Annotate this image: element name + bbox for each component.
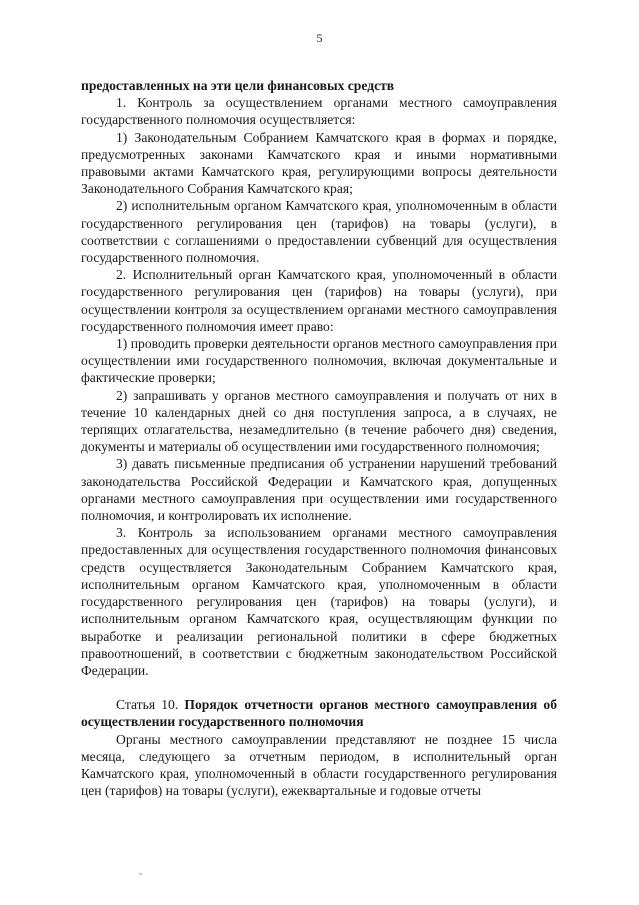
paragraph-control-2-2: 2) запрашивать у органов местного самоуправления и получать от них в течение 10 календарных дней со дня поступления запроса, а в случаях, не терпящих отлагательства, незамедлительно (в течение рабочего дня) сведения, документы и материалы об осуществлении ими государственного полномочия; [81, 387, 557, 455]
article-10-title: Порядок отчетности органов местного самоуправления об осуществлении государственного полномочия [81, 697, 558, 730]
paragraph-control-1-1: 1) Законодательным Собранием Камчатского края в формах и порядке, предусмотренных законами Камчатского края и иными нормативными правовыми актами Камчатского края, регулирующими вопросы деятельности Законодательного Собрания Камчатского края; [81, 129, 557, 197]
paragraph-control-3: 3. Контроль за использованием органами местного самоуправления предоставленных для осуществления государственного полномочия финансовых средств осуществляется Законодательным Собранием Камчатского края, исполнительным органом Камчатского края, уполномоченным в области государственного регулирования цен (тарифов) на товары (услуги), и исполнительным органом Камчатского края, осуществляющим функции по выработке и реализации региональной политики в сфере бюджетных правоотношений, в соответствии с бюджетным законодательством Российской Федерации. [81, 525, 557, 678]
article-10-label: Статья 10. [116, 697, 179, 713]
article-10-text: Органы местного самоуправлении представляют не позднее 15 числа месяца, следующего за отчетным периодом, в исполнительный орган Камчатского края, уполномоченный в области государственного регулирования цен (тарифов) на товары (услуги), ежеквартальные и годовые отчеты [81, 731, 557, 799]
article-10-heading [81, 696, 557, 730]
paragraph-control-1-2: 2) исполнительным органом Камчатского края, уполномоченным в области государственного регулирования цен (тарифов) на товары (услуги), в соответствии с соглашениями о предоставлении субвенций для осуществления государственного полномочия. [81, 198, 557, 266]
paragraph-control-2: 2. Исполнительный орган Камчатского края, уполномоченный в области государственного регулирования цен (тарифов) на товары (услуги), при осуществлении контроля за осуществлением органами местного самоуправления государственного полномочия имеет право: [81, 267, 557, 334]
paragraph-control-2-3: 3) давать письменные предписания об устранении нарушений требований законодательства Российской Федерации и Камчатского края, допущенных органами местного самоуправления при осуществлении ими государственного полномочия, и контролировать их исполнение. [81, 456, 557, 524]
document-body [81, 77, 557, 799]
heading-continuation: предоставленных на эти цели финансовых средств [81, 78, 395, 93]
page-number: 5 [316, 31, 323, 45]
scan-artifact [139, 873, 142, 875]
section-spacer [81, 679, 557, 696]
paragraph-control-2-1: 1) проводить проверки деятельности органов местного самоуправления при осуществлении ими государственного полномочия, включая документальные и фактические проверки; [81, 336, 557, 386]
paragraph-control-1: 1. Контроль за осуществлением органами местного самоуправления государственного полномочия осуществляется: [81, 95, 557, 128]
